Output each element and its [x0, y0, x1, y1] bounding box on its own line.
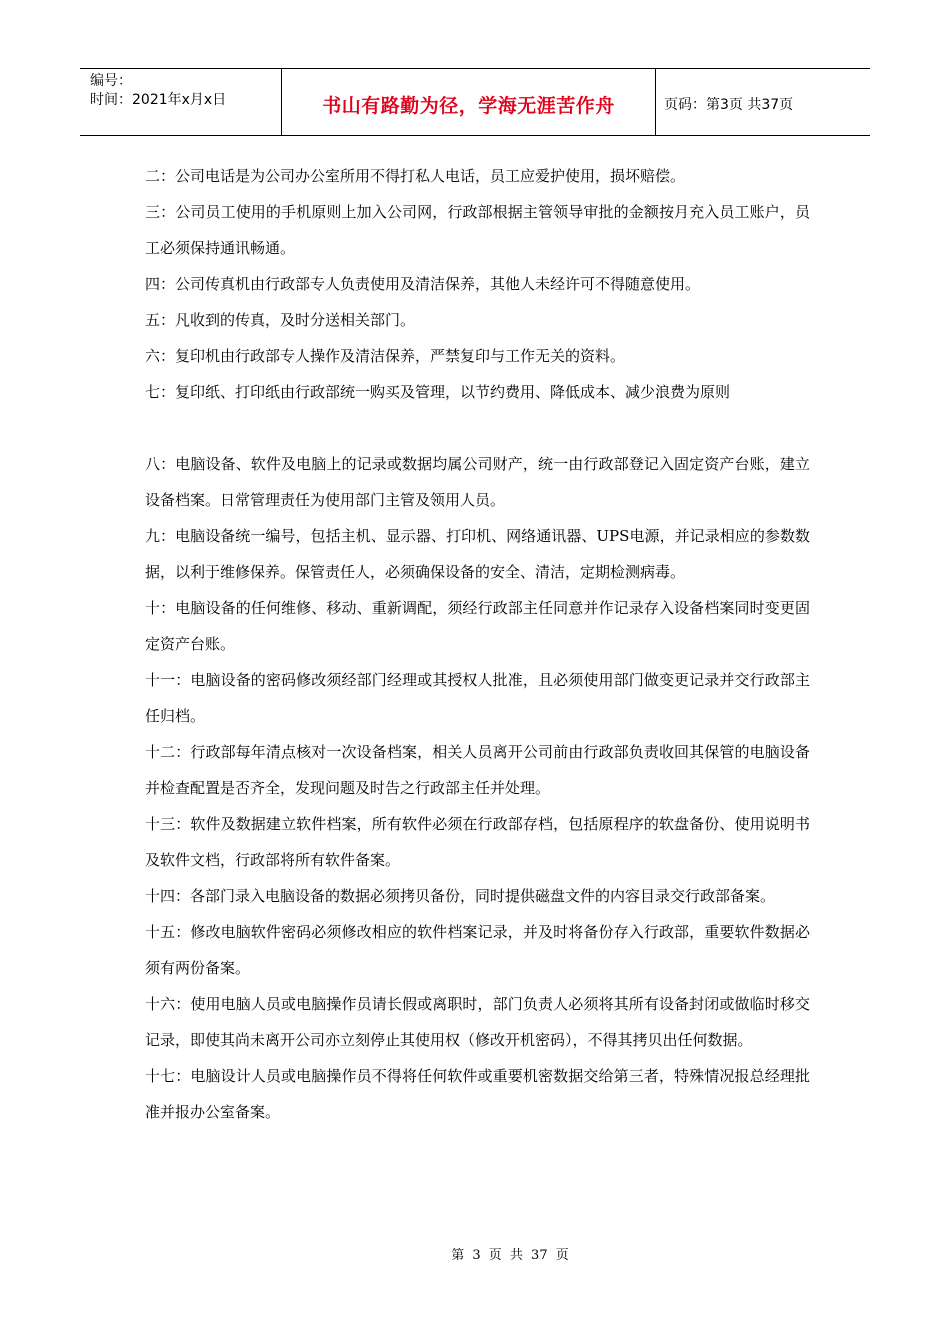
paragraph: 五：凡收到的传真，及时分送相关部门。 — [145, 311, 416, 329]
paragraph: 七：复印纸、打印纸由行政部统一购买及管理，以节约费用、降低成本、减少浪费为原则 — [145, 383, 731, 401]
paragraph: 十：电脑设备的任何维修、移动、重新调配，须经行政部主任同意并作记录存入设备档案同时变更固定资产台账。 — [145, 599, 810, 653]
header-page-info: 页码：第3页 共37页 — [664, 97, 794, 113]
paragraph: 十六：使用电脑人员或电脑操作员请长假或离职时，部门负责人必须将其所有设备封闭或做临时移交记录，即使其尚未离开公司亦立刻停止其使用权（修改开机密码），不得其拷贝出任何数据。 — [145, 995, 810, 1049]
paragraph: 九：电脑设备统一编号，包括主机、显示器、打印机、网络通讯器、UPS电源，并记录相应的参数数据，以利于维修保养。保管责任人，必须确保设备的安全、清洁，定期检测病毒。 — [145, 527, 810, 581]
paragraph: 二：公司电话是为公司办公室所用不得打私人电话，员工应爱护使用，损坏赔偿。 — [145, 167, 686, 185]
document-number-label: 编号： — [90, 73, 132, 89]
paragraph: 十一：电脑设备的密码修改须经部门经理或其授权人批准，且必须使用部门做变更记录并交行政部主任归档。 — [145, 671, 810, 725]
paragraph: 三：公司员工使用的手机原则上加入公司网，行政部根据主管领导审批的金额按月充入员工账户，员工必须保持通讯畅通。 — [145, 203, 810, 257]
paragraph: 十三：软件及数据建立软件档案，所有软件必须在行政部存档，包括原程序的软盘备份、使用说明书及软件文档，行政部将所有软件备案。 — [145, 815, 810, 869]
paragraph: 十四：各部门录入电脑设备的数据必须拷贝备份，同时提供磁盘文件的内容目录交行政部备案。 — [145, 887, 776, 905]
paragraph: 六：复印机由行政部专人操作及清洁保养，严禁复印与工作无关的资料。 — [145, 347, 626, 365]
header-motto: 书山有路勤为径，学海无涯苦作舟 — [322, 94, 615, 117]
header-meta — [80, 69, 282, 135]
page-header — [80, 68, 870, 136]
document-body — [145, 158, 810, 1130]
paragraph: 十七：电脑设计人员或电脑操作员不得将任何软件或重要机密数据交给第三者，特殊情况报总经理批准并报办公室备案。 — [145, 1067, 810, 1121]
paragraph: 八：电脑设备、软件及电脑上的记录或数据均属公司财产，统一由行政部登记入固定资产台账，建立设备档案。日常管理责任为使用部门主管及领用人员。 — [145, 455, 810, 509]
header-motto-cell — [282, 69, 656, 135]
paragraph: 十二：行政部每年清点核对一次设备档案，相关人员离开公司前由行政部负责收回其保管的电脑设备并检查配置是否齐全，发现问题及时告之行政部主任并处理。 — [145, 743, 810, 797]
page-footer: 第 3 页 共 37 页 — [451, 1248, 569, 1263]
paragraph: 四：公司传真机由行政部专人负责使用及清洁保养，其他人未经许可不得随意使用。 — [145, 275, 701, 293]
document-date-label: 时间：2021年x月x日 — [90, 92, 227, 108]
paragraph: 十五：修改电脑软件密码必须修改相应的软件档案记录，并及时将备份存入行政部，重要软件数据必须有两份备案。 — [145, 923, 810, 977]
